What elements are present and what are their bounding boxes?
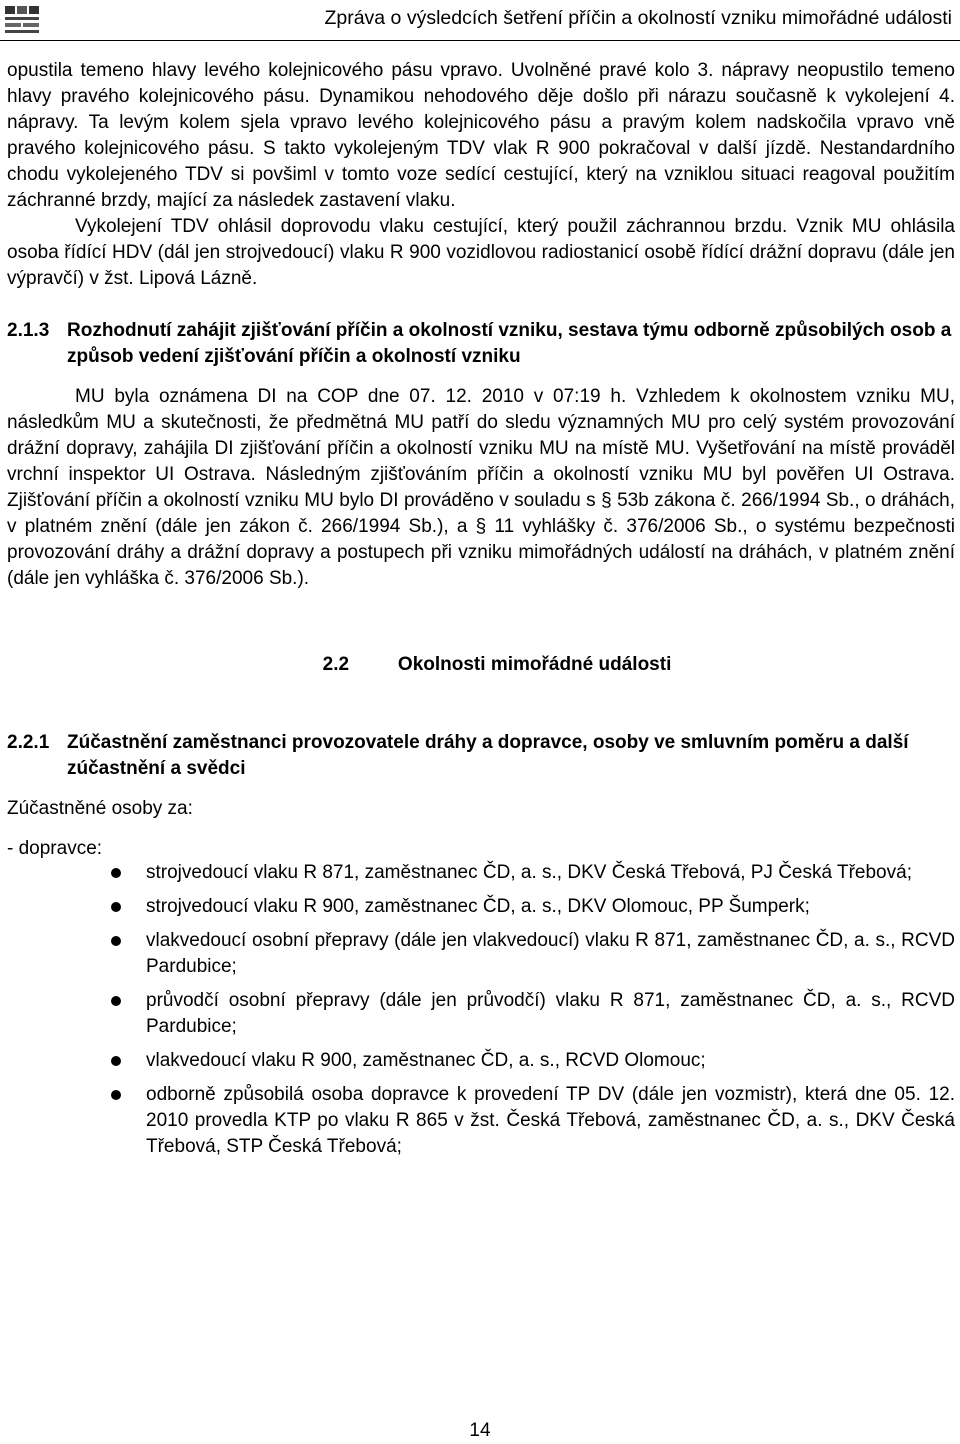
bullet-icon <box>111 1090 121 1100</box>
bullet-icon <box>111 996 121 1006</box>
bullet-icon <box>111 936 121 946</box>
bullet-icon <box>111 1056 121 1066</box>
list-item <box>7 988 955 1040</box>
section-number: 2.1.3 <box>7 320 50 341</box>
section-number: 2.2.1 <box>7 732 50 753</box>
header-divider <box>0 40 960 41</box>
paragraph-investigation: MU byla oznámena DI na COP dne 07. 12. 2010 v 07:19 h. Vzhledem k okolnostem vzniku MU, následkům MU a skutečnosti, že předmětná MU patří do sledu významných MU pro celý systém provozování drážní dopravy, zahájila DI zjišťování příčin a okolností vzniku MU na místě MU. Vyšetřování na místě prováděl vrchní inspektor UI Ostrava. Následným zjišťováním příčin a okolností vzniku MU byl pověřen UI Ostrava. Zjišťování příčin a okolností vzniku MU bylo DI prováděno v souladu s § 53b zákona č. 266/1994 Sb., o dráhách, v platném znění (dále jen zákon č. 266/1994 Sb.), a § 11 vyhlášky č. 376/2006 Sb., o systému bezpečnosti provozování dráhy a drážní dopravy a postupech při vzniku mimořádných událostí na dráhách, v platném znění (dále jen vyhláška č. 376/2006 Sb.). <box>7 386 955 589</box>
list-item-text: vlakvedoucí vlaku R 900, zaměstnanec ČD, a. s., RCVD Olomouc; <box>146 1050 706 1071</box>
page-number: 14 <box>469 1420 491 1441</box>
list-item <box>7 928 955 980</box>
list-item <box>7 1048 955 1074</box>
section-2-1-3-heading <box>7 318 955 370</box>
section-title: Okolnosti mimořádné události <box>397 654 672 675</box>
section-2-2-heading <box>7 652 955 678</box>
page-header <box>0 0 960 44</box>
page-content <box>7 58 955 1168</box>
carrier-label: - dopravce: <box>7 838 103 859</box>
list-item-text: průvodčí osobní přepravy (dále jen průvodčí) vlaku R 871, zaměstnanec ČD, a. s., RCVD Pardubice; <box>146 990 955 1037</box>
list-item <box>7 894 955 920</box>
list-item-text: strojvedoucí vlaku R 871, zaměstnanec ČD, a. s., DKV Česká Třebová, PJ Česká Třebová; <box>146 862 912 883</box>
document-title: Zpráva o výsledcích šetření příčin a okolností vzniku mimořádné události <box>324 7 952 29</box>
list-item-text: vlakvedoucí osobní přepravy (dále jen vlakvedoucí) vlaku R 871, zaměstnanec ČD, a. s., RCVD Pardubice; <box>146 930 955 977</box>
carrier-persons-list <box>7 860 955 1160</box>
drazni-inspekce-logo-icon <box>3 4 41 36</box>
bullet-icon <box>111 868 121 878</box>
section-title: Zúčastnění zaměstnanci provozovatele dráhy a dopravce, osoby ve smluvním poměru a další zúčastnění a svědci <box>67 732 909 779</box>
section-number: 2.2 <box>322 654 350 675</box>
bullet-icon <box>111 902 121 912</box>
list-item <box>7 860 955 886</box>
paragraph-report: Vykolejení TDV ohlásil doprovodu vlaku cestující, který použil záchrannou brzdu. Vznik MU ohlásila osoba řídící HDV (dál jen strojvedoucí) vlaku R 900 vozidlovou radiostanicí osobě řídící drážní dopravu (dále jen výpravčí) v žst. Lipová Lázně. <box>7 216 955 289</box>
section-2-2-1-heading <box>7 730 955 782</box>
list-item <box>7 1082 955 1160</box>
list-item-text: odborně způsobilá osoba dopravce k provedení TP DV (dále jen vozmistr), která dne 05. 12. 2010 provedla KTP po vlaku R 865 v žst. Česká Třebová, zaměstnanec ČD, a. s., DKV Česká Třebová, STP Česká Třebová; <box>146 1084 955 1157</box>
section-title: Rozhodnutí zahájit zjišťování příčin a okolností vzniku, sestava týmu odborně způsobilých osob a způsob vedení zjišťování příčin a okolností vzniku <box>67 320 952 367</box>
list-item-text: strojvedoucí vlaku R 900, zaměstnanec ČD, a. s., DKV Olomouc, PP Šumperk; <box>146 896 810 917</box>
paragraph-derailment: opustila temeno hlavy levého kolejnicového pásu vpravo. Uvolněné pravé kolo 3. nápravy neopustilo temeno hlavy pravého kolejnicového pásu. Dynamikou nehodového děje došlo při nárazu současně k vykolejení 4. nápravy. Ta levým kolem sjela vpravo levého kolejnicového pásu a pravým kolem nadskočila vpravo vně pravého kolejnicového pásu. S takto vykolejeným TDV vlak R 900 pokračoval v další jízdě. Nestandardního chodu vykolejeného TDV si povšiml v tomto voze sedící cestující, který na vzniklou situaci reagoval použitím záchranné brzdy, mající za následek zastavení vlaku. <box>7 60 955 211</box>
persons-label: Zúčastněné osoby za: <box>7 798 193 819</box>
